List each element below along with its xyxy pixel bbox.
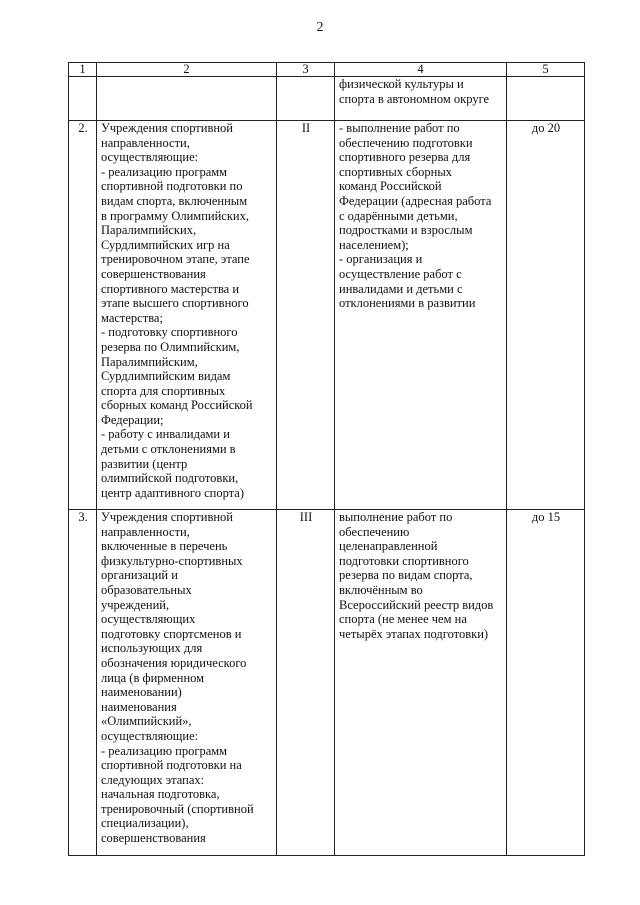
text-line: спортивной подготовки по xyxy=(101,179,243,194)
text-line: совершенствования xyxy=(101,831,206,846)
empty-cell xyxy=(97,77,277,121)
text-line: этапе высшего спортивного xyxy=(101,296,249,311)
group-category: II xyxy=(277,121,335,510)
text-line: включённым во xyxy=(339,582,423,597)
text-line: Федерации (адресная работа xyxy=(339,193,492,208)
text-line: - подготовку спортивного xyxy=(101,325,238,340)
text-line: осуществление работ с xyxy=(339,266,462,281)
header-row xyxy=(69,63,585,77)
text-line: спорта в автономном округе xyxy=(339,91,490,106)
text-line: четырёх этапах подготовки) xyxy=(339,626,489,641)
text-line: - реализацию программ xyxy=(101,743,228,758)
text-line: сборных команд Российской xyxy=(101,398,253,413)
text-line: совершенствования xyxy=(101,266,206,281)
text-line: резерва по Олимпийским, xyxy=(101,339,240,354)
text-line: населением); xyxy=(339,237,409,252)
text-line: Учреждения спортивной xyxy=(101,510,233,524)
column-number-1: 1 xyxy=(69,63,97,77)
text-line: с одарёнными детьми, xyxy=(339,208,458,223)
row-number: 2. xyxy=(69,121,97,510)
text-line: обозначения юридического xyxy=(101,655,247,670)
text-line: образовательных xyxy=(101,582,192,597)
text-line: мастерства; xyxy=(101,310,163,325)
text-line: обеспечению подготовки xyxy=(339,135,473,150)
text-line: учреждений, xyxy=(101,597,170,612)
text-line: спорта для спортивных xyxy=(101,383,226,398)
group-category: III xyxy=(277,510,335,856)
text-line: Сурдлимпийским видам xyxy=(101,369,231,384)
text-line: следующих этапах: xyxy=(101,772,205,787)
text-line: лица (в фирменном xyxy=(101,670,205,685)
empty-cell xyxy=(507,77,585,121)
text-line: обеспечению xyxy=(339,524,410,539)
text-line: Паралимпийских, xyxy=(101,223,197,238)
text-line: осуществляющие: xyxy=(101,728,199,743)
text-line: физкультурно-спортивных xyxy=(101,553,243,568)
text-line: резерва по видам спорта, xyxy=(339,568,473,583)
institution-description xyxy=(97,121,277,510)
text-line: спортивной подготовки на xyxy=(101,758,242,773)
column-number-5: 5 xyxy=(507,63,585,77)
text-line: спорта (не менее чем на xyxy=(339,612,467,627)
text-line: направленности, xyxy=(101,524,190,539)
column-number-3: 3 xyxy=(277,63,335,77)
group-limit: до 15 xyxy=(507,510,585,856)
text-line: - работу с инвалидами и xyxy=(101,427,230,442)
text-line: Всероссийский реестр видов xyxy=(339,597,494,612)
text-line: подготовку спортсменов и xyxy=(101,626,242,641)
institution-description xyxy=(97,510,277,856)
text-line: тренировочном этапе, этапе xyxy=(101,252,250,267)
text-line: команд Российской xyxy=(339,179,442,194)
institutions-table xyxy=(68,62,585,856)
text-line: Федерации; xyxy=(101,412,164,427)
text-line: подготовки спортивного xyxy=(339,553,469,568)
empty-cell xyxy=(69,77,97,121)
text-line: начальная подготовка, xyxy=(101,787,220,802)
text-line: детьми с отклонениями в xyxy=(101,442,236,457)
text-line: отклонениями в развитии xyxy=(339,296,476,311)
text-line: Учреждения спортивной xyxy=(101,121,233,135)
continued-work-text xyxy=(335,77,507,121)
text-line: осуществляющие: xyxy=(101,150,199,165)
page-number: 2 xyxy=(316,20,324,35)
work-description xyxy=(335,510,507,856)
column-number-4: 4 xyxy=(335,63,507,77)
text-line: Паралимпийским, xyxy=(101,354,198,369)
work-description xyxy=(335,121,507,510)
text-line: осуществляющих xyxy=(101,612,196,627)
text-line: в программу Олимпийских, xyxy=(101,208,249,223)
text-line: олимпийской подготовки, xyxy=(101,471,239,486)
text-line: выполнение работ по xyxy=(339,510,453,524)
text-line: наименовании) xyxy=(101,685,182,700)
text-line: спортивного резерва для xyxy=(339,150,471,165)
text-line: наименования xyxy=(101,699,177,714)
text-line: «Олимпийский», xyxy=(101,714,192,729)
text-line: подростками и взрослым xyxy=(339,223,473,238)
text-line: - выполнение работ по xyxy=(339,121,460,135)
text-line: видам спорта, включенным xyxy=(101,193,248,208)
table-row xyxy=(69,121,585,510)
group-limit: до 20 xyxy=(507,121,585,510)
text-line: - организация и xyxy=(339,252,423,267)
text-line: направленности, xyxy=(101,135,190,150)
continuation-row xyxy=(69,77,585,121)
text-line: инвалидами и детьми с xyxy=(339,281,463,296)
text-line: Сурдлимпийских игр на xyxy=(101,237,230,252)
text-line: спортивных сборных xyxy=(339,164,452,179)
text-line: специализации), xyxy=(101,816,189,831)
text-line: организаций и xyxy=(101,568,178,583)
row-number: 3. xyxy=(69,510,97,856)
table-row xyxy=(69,510,585,856)
text-line: физической культуры и xyxy=(339,77,464,91)
text-line: развитии (центр xyxy=(101,456,188,471)
text-line: - реализацию программ xyxy=(101,164,228,179)
text-line: спортивного мастерства и xyxy=(101,281,240,296)
text-line: целенаправленной xyxy=(339,539,438,554)
empty-cell xyxy=(277,77,335,121)
column-number-2: 2 xyxy=(97,63,277,77)
text-line: включенные в перечень xyxy=(101,539,228,554)
text-line: использующих для xyxy=(101,641,203,656)
text-line: тренировочный (спортивной xyxy=(101,801,254,816)
text-line: центр адаптивного спорта) xyxy=(101,485,244,500)
